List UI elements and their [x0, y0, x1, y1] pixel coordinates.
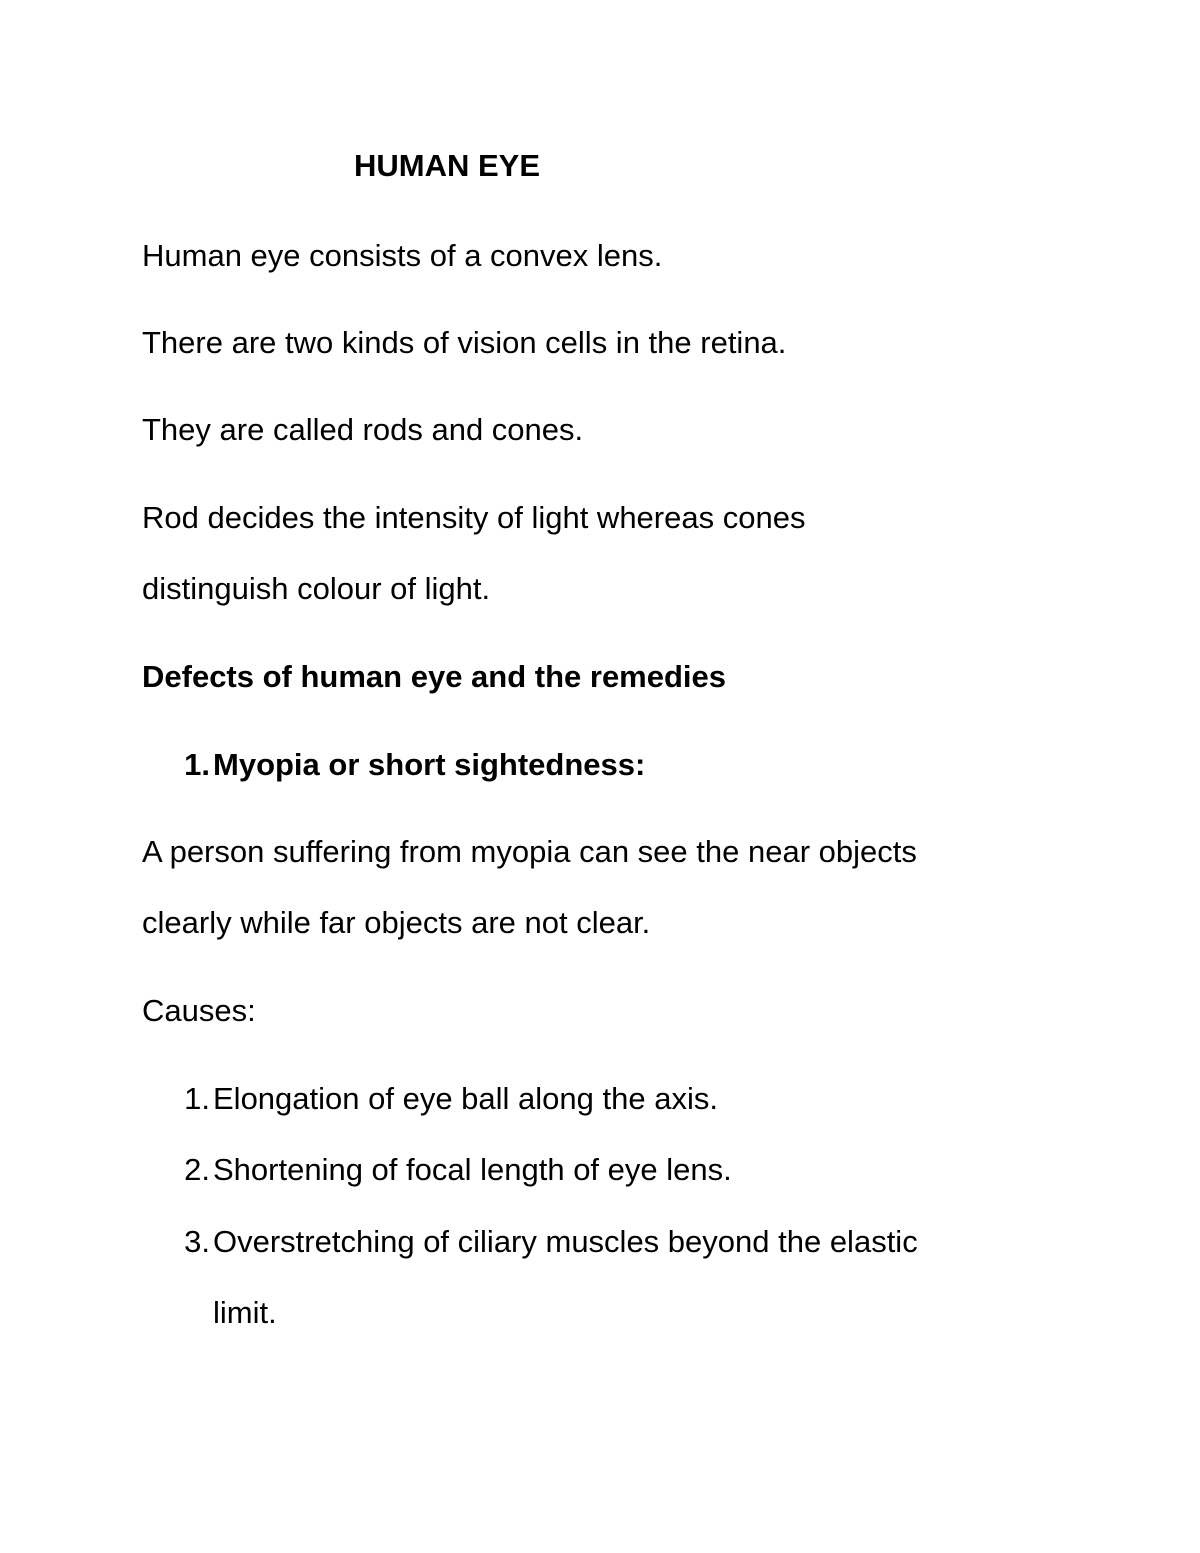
- defect-label: Myopia or short sightedness:: [213, 747, 646, 782]
- page-title: HUMAN EYE: [354, 148, 541, 183]
- defect-number: 1.: [184, 747, 210, 782]
- cause-2-text: Shortening of focal length of eye lens.: [213, 1152, 732, 1187]
- intro-line-1: Human eye consists of a convex lens.: [142, 238, 663, 273]
- cause-3-number: 3.: [184, 1224, 210, 1259]
- cause-3-continuation: limit.: [213, 1295, 277, 1330]
- intro-line-5: distinguish colour of light.: [142, 571, 491, 606]
- intro-line-2: There are two kinds of vision cells in the retina.: [142, 325, 787, 360]
- cause-2-number: 2.: [184, 1152, 210, 1187]
- section-heading: Defects of human eye and the remedies: [142, 659, 727, 694]
- cause-3-text: Overstretching of ciliary muscles beyond the elastic: [213, 1224, 918, 1259]
- myopia-description-line-1: A person suffering from myopia can see the near objects: [142, 834, 917, 869]
- cause-1-number: 1.: [184, 1081, 210, 1116]
- intro-line-3: They are called rods and cones.: [142, 412, 584, 447]
- causes-label: Causes:: [142, 993, 256, 1028]
- myopia-description-line-2: clearly while far objects are not clear.: [142, 905, 651, 940]
- intro-line-4: Rod decides the intensity of light whereas cones: [142, 500, 806, 535]
- cause-1-text: Elongation of eye ball along the axis.: [213, 1081, 718, 1116]
